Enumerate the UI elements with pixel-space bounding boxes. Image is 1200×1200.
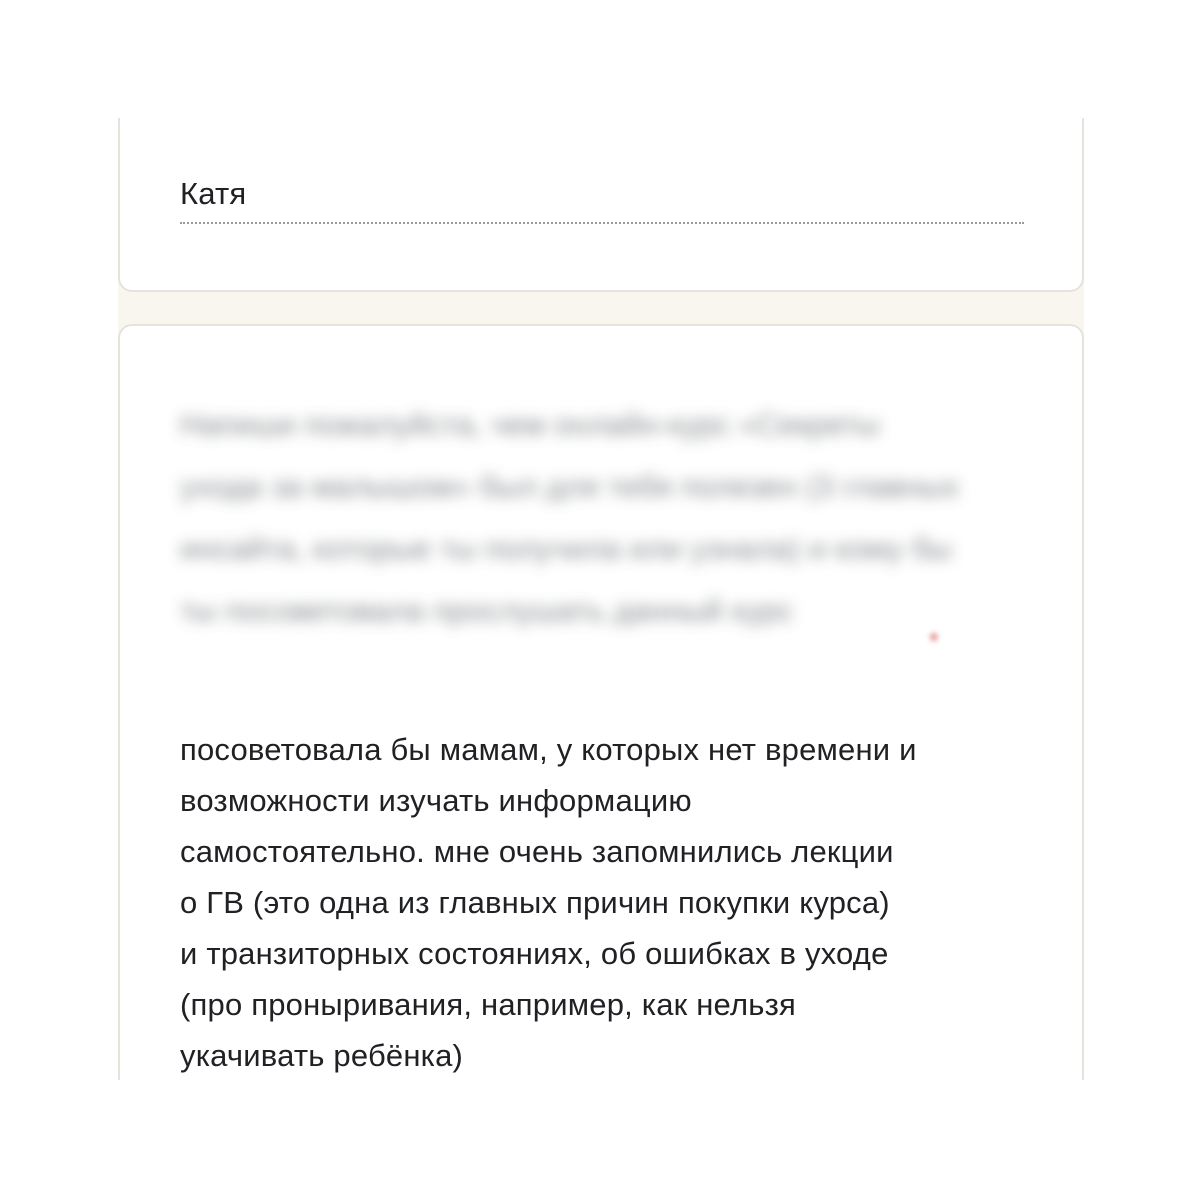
required-asterisk: *: [928, 626, 940, 659]
name-answer-field[interactable]: Катя: [180, 154, 1024, 224]
review-question-card: [118, 324, 1084, 1080]
question-title-blurred: Напиши пожалуйста, чем онлайн-курс «Секреты ухода за малышом» был для тебя полезен (3 главных инсайта, которые ты получила или узнала) и кому бы ты посоветовала прослушать данный курс: [180, 407, 960, 628]
form-column: [118, 118, 1084, 1080]
review-answer-field[interactable]: посоветовала бы мамам, у которых нет времени и возможности изучать информацию самостоятельно. мне очень запомнились лекции о ГВ (это одна из главных причин покупки курса) и транзиторных состояниях, об ошибках в уходе (про проныривания, например, как нельзя укачивать ребёнка): [180, 724, 1024, 1080]
name-question-card: [118, 118, 1084, 292]
